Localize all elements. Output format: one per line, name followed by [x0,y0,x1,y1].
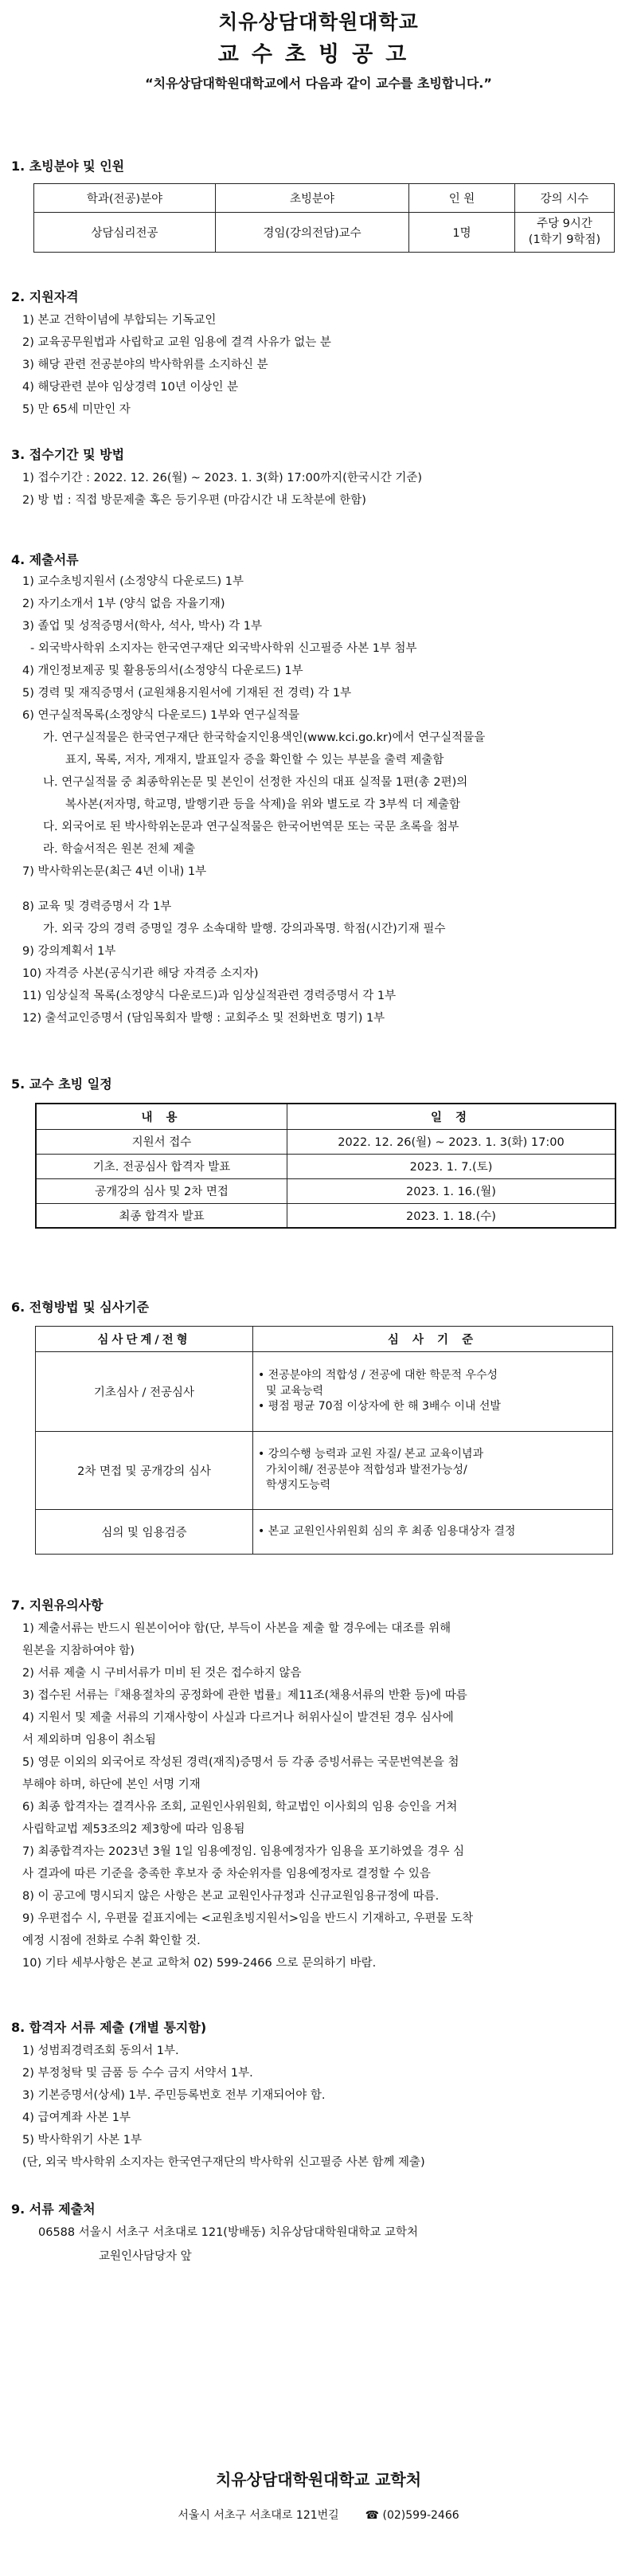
table-cell: 지원서 접수 [36,1129,287,1154]
table-cell: 상담심리전공 [34,213,216,253]
section-1-heading: 1. 초빙분야 및 인원 [11,159,125,174]
table-cell: 2차 면접 및 공개강의 심사 [36,1432,253,1510]
footer-phone: ☎ (02)599-2466 [365,2509,459,2522]
list-item: 2) 교육공무원법과 사립학교 교원 임용에 결격 사유가 없는 분 [22,336,331,349]
criteria-line: • 강의수행 능력과 교원 자질/ 본교 교육이념과 [258,1448,484,1461]
table-header: 내 용 [36,1104,287,1129]
table-header: 초빙분야 [216,184,409,213]
list-item: 8) 이 공고에 명시되지 않은 사항은 본교 교원인사규정과 신규교원임용규정에 따름. [22,1890,440,1903]
criteria-cell [253,1510,613,1555]
table-cell: 기초. 전공심사 합격자 발표 [36,1154,287,1178]
list-item: 1) 제출서류는 반드시 원본이어야 함(단, 부득이 사본을 제출 할 경우에는 대조를 위해 [22,1622,451,1635]
list-item: 서 제외하며 임용이 취소됨 [22,1734,156,1747]
notice-title: 교수초빙공고 [217,42,420,67]
table-header: 일 정 [287,1104,616,1129]
section-7-heading: 7. 지원유의사항 [11,1598,104,1613]
list-item: - 외국박사학위 소지자는 한국연구재단 외국박사학위 신고필증 사본 1부 첨부 [30,642,417,655]
section-2-heading: 2. 지원자격 [11,289,79,304]
section-9-heading: 9. 서류 제출처 [11,2202,96,2217]
list-item: 부해야 하며, 하단에 본인 서명 기재 [22,1778,201,1791]
list-item: 라. 학술서적은 원본 전체 제출 [43,843,196,856]
section-3-heading: 3. 접수기간 및 방법 [11,447,125,462]
list-item: 6) 연구실적목록(소정양식 다운로드) 1부와 연구실적물 [22,709,300,722]
list-item: 1) 성범죄경력조회 동의서 1부. [22,2045,179,2057]
list-item: 7) 최종합격자는 2023년 3월 1일 임용예정임. 임용예정자가 임용을 포기하였을 경우 심 [22,1845,465,1858]
list-item: 6) 최종 합격자는 결격사유 조회, 교원인사위원회, 학교법인 이사회의 임용 승인을 거쳐 [22,1801,458,1813]
positions-table [33,183,615,253]
submission-address: 06588 서울시 서초구 서초대로 121(방배동) 치유상담대학원대학교 교학처 [38,2226,418,2239]
criteria-line: • 평점 평균 70점 이상자에 한 해 3배수 이내 선발 [258,1400,501,1413]
list-item: 나. 연구실적물 중 최종학위논문 및 본인이 선정한 자신의 대표 실적물 1편(총 2편)의 [43,776,468,789]
list-item: 8) 교육 및 경력증명서 각 1부 [22,900,172,913]
table-cell: 공개강의 심사 및 2차 면접 [36,1178,287,1203]
university-name: 치유상담대학원대학교 [218,10,419,33]
list-item: 2) 부정청탁 및 금품 등 수수 금지 서약서 1부. [22,2067,253,2080]
table-cell: 2023. 1. 7.(토) [287,1154,616,1178]
list-item: 3) 졸업 및 성적증명서(학사, 석사, 박사) 각 1부 [22,620,263,633]
list-item: 예정 시점에 전화로 수취 확인할 것. [22,1935,201,1947]
footer-address: 서울시 서초구 서초대로 121번길 [178,2509,339,2522]
criteria-line: • 본교 교원인사위원회 심의 후 최종 임용대상자 결정 [258,1524,516,1538]
table-cell: 최종 합격자 발표 [36,1203,287,1228]
list-item: 11) 임상실적 목록(소정양식 다운로드)과 임상실적관련 경력증명서 각 1부 [22,990,397,1002]
list-item: (단, 외국 박사학위 소지자는 한국연구재단의 박사학위 신고필증 사본 함께 제출) [22,2156,425,2169]
table-header: 강의 시수 [515,184,615,213]
list-item: 2) 서류 제출 시 구비서류가 미비 된 것은 접수하지 않음 [22,1667,302,1680]
footer-office: 치유상담대학원대학교 교학처 [215,2470,422,2489]
list-item: 1) 본교 건학이념에 부합되는 기독교인 [22,314,217,327]
list-item: 사 결과에 따른 기준을 충족한 후보자 중 차순위자를 임용예정자로 결정할 수 있음 [22,1868,431,1880]
list-item: 1) 교수초빙지원서 (소정양식 다운로드) 1부 [22,575,244,588]
list-item: 10) 기타 세부사항은 본교 교학처 02) 599-2466 으로 문의하기 바람. [22,1957,377,1970]
list-item: 1) 접수기간 : 2022. 12. 26(월) ~ 2023. 1. 3(화) 17:00까지(한국시간 기준) [22,472,423,484]
list-item: 4) 개인정보제공 및 활용동의서(소정양식 다운로드) 1부 [22,665,303,677]
list-item: 표지, 목록, 저자, 게재지, 발표일자 증을 확인할 수 있는 부분을 출력 제출함 [65,754,444,767]
section-6-heading: 6. 전형방법 및 심사기준 [11,1300,150,1315]
table-cell: 기초심사 / 전공심사 [36,1352,253,1432]
footer-contact [0,2507,637,2523]
list-item: 복사본(저자명, 학교명, 발행기관 등을 삭제)을 위와 별도로 각 3부씩 더 제출함 [65,798,461,811]
table-header: 심 사 기 준 [253,1327,613,1352]
table-header: 학과(전공)분야 [34,184,216,213]
list-item: 10) 자격증 사본(공식기관 해당 자격증 소지자) [22,967,259,980]
list-item: 12) 출석교인증명서 (담임목회자 발행 : 교회주소 및 전화번호 명기) 1부 [22,1012,385,1025]
list-item: 5) 박사학위기 사본 1부 [22,2134,142,2147]
list-item: 사립학교법 제53조의2 제3항에 따라 임용됨 [22,1823,245,1836]
criteria-cell [253,1352,613,1432]
table-cell: 경임(강의전담)교수 [216,213,409,253]
section-4-heading: 4. 제출서류 [11,552,79,567]
criteria-line: 가치이해/ 전공분야 적합성과 발전가능성/ [266,1463,467,1476]
schedule-table [35,1103,616,1229]
list-item: 4) 지원서 및 제출 서류의 기재사항이 사실과 다르거나 허위사실이 발견된 경우 심사에 [22,1711,454,1724]
lecture-hours: 주당 9시간 [537,217,592,230]
table-cell: 2023. 1. 16.(월) [287,1178,616,1203]
list-item: 2) 방 법 : 직접 방문제출 혹은 등기우편 (마감시간 내 도착분에 한함) [22,494,366,507]
criteria-line: 학생지도능력 [266,1479,331,1492]
list-item: 5) 경력 및 재직증명서 (교원채용지원서에 기재된 전 경력) 각 1부 [22,687,352,700]
table-cell: 2022. 12. 26(월) ~ 2023. 1. 3(화) 17:00 [287,1129,616,1154]
list-item: 가. 연구실적물은 한국연구재단 한국학술지인용색인(www.kci.go.kr)에서 연구실적물을 [43,731,486,744]
table-cell: 1명 [409,213,515,253]
list-item: 9) 강의계획서 1부 [22,945,116,958]
list-item: 7) 박사학위논문(최근 4년 이내) 1부 [22,865,207,878]
list-item: 5) 만 65세 미만인 자 [22,403,131,416]
table-cell: 2023. 1. 18.(수) [287,1203,616,1228]
section-8-heading: 8. 합격자 서류 제출 (개별 통지함) [11,2020,207,2035]
list-item: 3) 기본증명서(상세) 1부. 주민등록번호 전부 기재되어야 함. [22,2089,326,2102]
criteria-line: 및 교육능력 [266,1384,324,1398]
notice-subtitle: “치유상담대학원대학교에서 다음과 같이 교수를 초빙합니다.” [145,76,492,91]
lecture-credits: (1학기 9학점) [528,233,601,246]
screening-table [35,1326,613,1555]
submission-recipient: 교원인사담당자 앞 [99,2250,192,2263]
criteria-line: • 전공분야의 적합성 / 전공에 대한 학문적 우수성 [258,1369,498,1382]
list-item: 다. 외국어로 된 박사학위논문과 연구실적물은 한국어번역문 또는 국문 초록을 첨부 [43,821,459,833]
list-item: 3) 해당 관련 전공분야의 박사학위를 소지하신 분 [22,359,268,371]
list-item: 4) 해당관련 분야 임상경력 10년 이상인 분 [22,381,239,394]
table-cell: 심의 및 임용검증 [36,1510,253,1555]
list-item: 9) 우편접수 시, 우편물 겉표지에는 <교원초빙지원서>임을 반드시 기재하고, 우편물 도착 [22,1912,474,1925]
section-5-heading: 5. 교수 초빙 일정 [11,1076,112,1092]
list-item: 2) 자기소개서 1부 (양식 없음 자율기재) [22,598,225,610]
table-cell [515,213,615,253]
list-item: 5) 영문 이외의 외국어로 작성된 경력(재직)증명서 등 각종 증빙서류는 국문번역본을 첨 [22,1756,459,1769]
criteria-cell [253,1432,613,1510]
list-item: 3) 접수된 서류는『채용절차의 공정화에 관한 법률』제11조(채용서류의 반환 등)에 따름 [22,1689,467,1702]
table-header: 인 원 [409,184,515,213]
list-item: 원본을 지참하여야 함) [22,1645,135,1657]
list-item: 가. 외국 강의 경력 증명일 경우 소속대학 발행. 강의과목명. 학점(시간)기재 필수 [43,923,446,935]
list-item: 4) 급여계좌 사본 1부 [22,2111,131,2124]
table-header: 심사단계/전형 [36,1327,253,1352]
